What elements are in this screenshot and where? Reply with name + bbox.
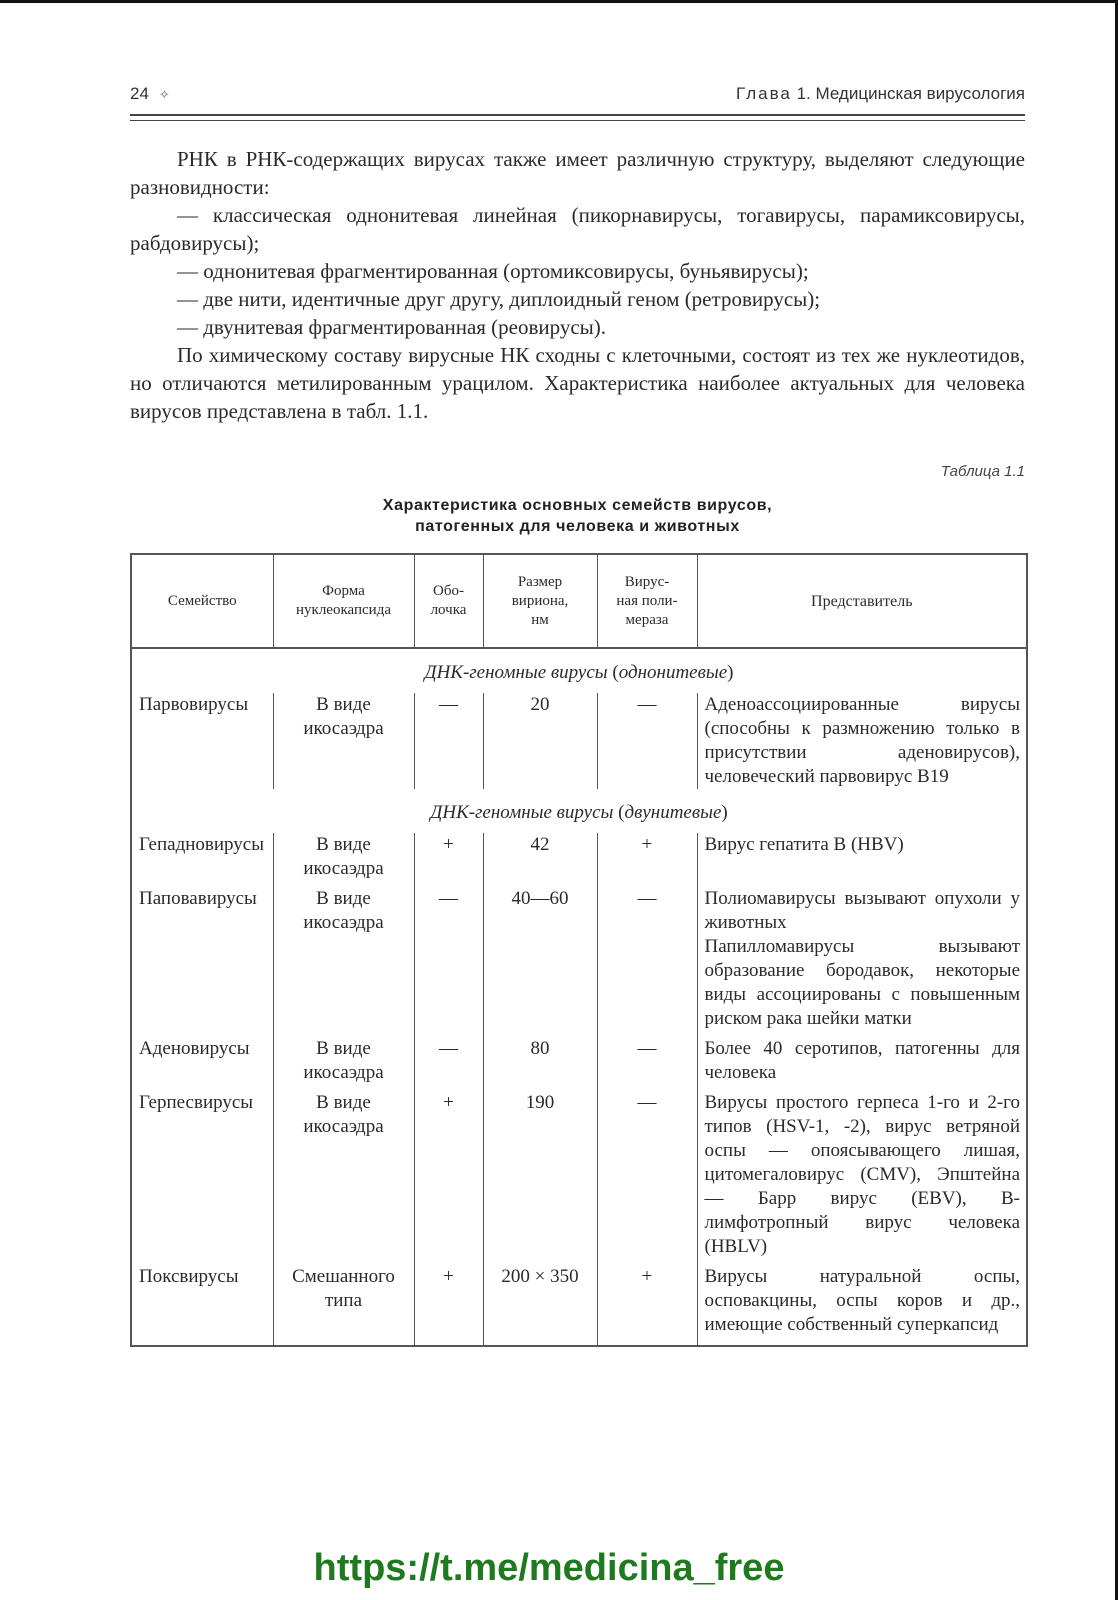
cell-representative: Аденоассоциированные вирусы (способны к размножению только в присутствии аденовирусов), человеческий парвовирус В19 <box>697 693 1027 789</box>
header-rule <box>130 114 1025 121</box>
cell-family: Парвовирусы <box>131 693 273 789</box>
chapter-title <box>736 84 1025 104</box>
paragraph-chemical-composition: По химическому составу вирусные НК сходны с клеточными, состоят из тех же нуклеотидов, но отличаются метилированным урацилом. Характеристика наиболее актуальных для человека вирусов представлена в табл. 1.1. <box>130 343 1025 423</box>
cell-form: В виде икосаэдра <box>273 1085 414 1259</box>
cell-size: 40—60 <box>483 881 597 1031</box>
cell-size: 190 <box>483 1085 597 1259</box>
cell-polymerase: — <box>597 1031 697 1085</box>
header-family: Семейство <box>131 554 273 648</box>
header-envelope-line: Обо- <box>433 583 464 599</box>
table-label: Таблица 1.1 <box>940 463 1025 480</box>
table-row <box>131 693 1027 789</box>
table-title-line-2: патогенных для человека и животных <box>415 518 740 535</box>
table-row <box>131 1085 1027 1259</box>
header-representative: Представитель <box>697 554 1027 648</box>
table-row <box>131 1259 1027 1346</box>
page-header <box>130 84 1025 104</box>
header-size <box>483 554 597 648</box>
cell-form: В виде икосаэдра <box>273 1031 414 1085</box>
cell-representative: Более 40 серотипов, патогенны для человека <box>697 1031 1027 1085</box>
cell-envelope: + <box>414 833 483 881</box>
section-row-single-stranded <box>131 648 1027 693</box>
header-polymerase-line: Вирус- <box>624 573 670 590</box>
header-envelope-line: лочка <box>430 602 467 618</box>
cell-representative <box>697 881 1027 1031</box>
list-item-classic: — классическая однонитевая линейная (пикорнавирусы, тогавирусы, парамиксовирусы, рабдовирусы); <box>130 203 1025 255</box>
paragraph-rna-intro: РНК в РНК-содержащих вирусах также имеет различную структуру, выделяют следующие разновидности: <box>130 147 1025 199</box>
cell-envelope: — <box>414 881 483 1031</box>
header-size-line: вириона, <box>511 592 569 609</box>
list-item-fragmented-single: — однонитевая фрагментированная (ортомиксовирусы, буньявирусы); <box>177 259 809 283</box>
section-qualifier: двунитевые <box>624 802 722 823</box>
cell-polymerase: — <box>597 693 697 789</box>
header-form-line: нуклеокапсида <box>296 602 391 618</box>
table-header-row <box>131 554 1027 648</box>
page-number-group <box>130 84 170 104</box>
virus-families-table <box>130 553 1028 1347</box>
cell-envelope: — <box>414 1031 483 1085</box>
cell-form: Смешанного типа <box>273 1259 414 1346</box>
section-paren: ) <box>727 662 734 683</box>
header-form-line: Форма <box>322 583 365 599</box>
cell-representative: Вирусы простого герпеса 1-го и 2-го типов (HSV-1, -2), вирус ветряной оспы — опоясывающего лишая, цитомегаловирус (CMV), Эпштейна — Барр вирус (EBV), В-лимфотропный вирус человека (HBLV) <box>697 1085 1027 1259</box>
body-text <box>130 145 1025 425</box>
cell-envelope: + <box>414 1259 483 1346</box>
cell-family: Герпесвирусы <box>131 1085 273 1259</box>
cell-representative: Вирус гепатита В (HBV) <box>697 833 1027 881</box>
cell-size: 80 <box>483 1031 597 1085</box>
table-row <box>131 833 1027 881</box>
section-paren: ( <box>612 662 619 683</box>
section-row-double-stranded <box>131 789 1027 833</box>
table-row <box>131 1031 1027 1085</box>
section-paren: ) <box>721 802 728 823</box>
list-item-fragmented-double: — двунитевая фрагментированная (реовирусы). <box>177 315 607 339</box>
section-prefix: ДНК-геномные вирусы <box>430 802 619 823</box>
cell-family: Аденовирусы <box>131 1031 273 1085</box>
cell-size: 20 <box>483 693 597 789</box>
chapter-word: Глава <box>735 84 792 103</box>
cell-envelope: + <box>414 1085 483 1259</box>
section-heading <box>131 648 1027 693</box>
table-title-line-1: Характеристика основных семейств вирусов, <box>382 497 773 514</box>
cell-representative: Вирусы натуральной оспы, осповакцины, оспы коров и др., имеющие собственный суперкапсид <box>697 1259 1027 1346</box>
cell-polymerase: + <box>597 1259 697 1346</box>
cell-family: Гепадновирусы <box>131 833 273 881</box>
cell-form: В виде икосаэдра <box>273 693 414 789</box>
cell-form: В виде икосаэдра <box>273 881 414 1031</box>
section-heading <box>131 789 1027 833</box>
cell-size: 42 <box>483 833 597 881</box>
cell-polymerase: — <box>597 881 697 1031</box>
chapter-name: 1. Медицинская вирусология <box>796 84 1025 103</box>
header-polymerase-line: ная поли- <box>616 592 678 609</box>
table-title <box>130 495 1025 537</box>
header-polymerase <box>597 554 697 648</box>
header-size-line: нм <box>531 611 549 628</box>
header-envelope <box>414 554 483 648</box>
header-form <box>273 554 414 648</box>
diamond-ornament-icon: ✧ <box>158 87 170 102</box>
cell-form: В виде икосаэдра <box>273 833 414 881</box>
section-qualifier: однонитевые <box>618 662 728 683</box>
page-number: 24 <box>130 84 149 103</box>
table-row <box>131 881 1027 1031</box>
cell-size: 200 × 350 <box>483 1259 597 1346</box>
telegram-link[interactable]: https://t.me/medicina_free <box>313 1547 785 1589</box>
header-size-line: Размер <box>517 573 563 590</box>
representative-papillomavirus: Папилломавирусы вызывают образование бородавок, некоторые виды ассоциированы с повышенным риском рака шейки матки <box>704 936 1020 1029</box>
cell-family: Паповавирусы <box>131 881 273 1031</box>
list-item-diploid: — две нити, идентичные друг другу, диплоидный геном (ретровирусы); <box>177 287 821 311</box>
representative-polyomavirus: Полиомавирусы вызывают опухоли у животных <box>704 888 1020 933</box>
page-top-border <box>0 0 1118 3</box>
section-prefix: ДНК-геномные вирусы <box>424 662 613 683</box>
cell-polymerase: + <box>597 833 697 881</box>
cell-polymerase: — <box>597 1085 697 1259</box>
cell-envelope: — <box>414 693 483 789</box>
header-polymerase-line: мераза <box>625 611 669 628</box>
cell-family: Поксвирусы <box>131 1259 273 1346</box>
section-paren: ( <box>618 802 625 823</box>
